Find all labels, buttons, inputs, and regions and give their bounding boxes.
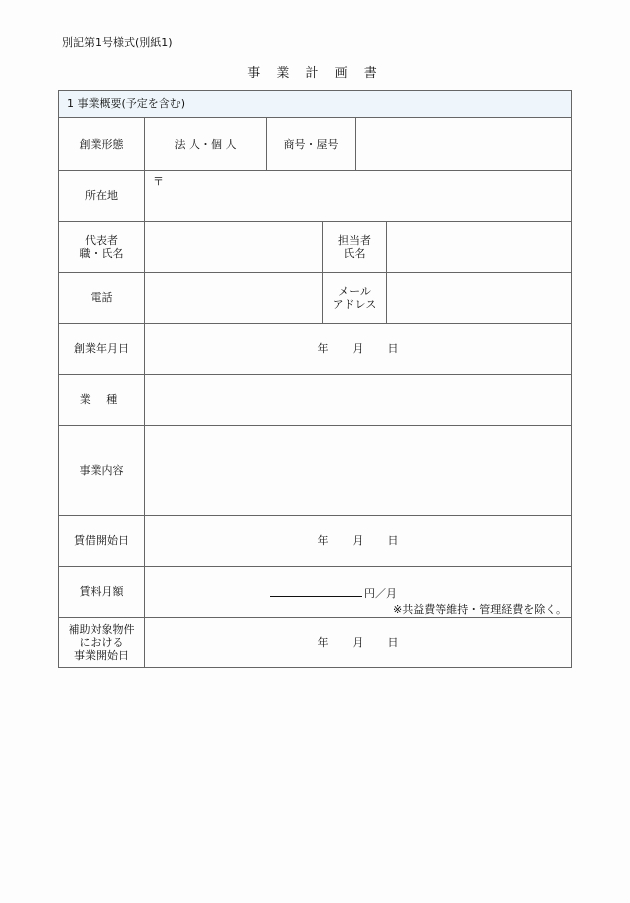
subsidy-month-unit: 月 [352, 636, 364, 649]
representative-label [59, 221, 144, 272]
phone-label: 電話 [90, 291, 113, 304]
representative-field[interactable] [145, 221, 322, 272]
contact-person-label-line1: 担当者 [338, 233, 371, 247]
subsidy-year-unit: 年 [317, 636, 329, 649]
business-content-label: 事業内容 [79, 463, 124, 477]
subsidy-start-field[interactable] [145, 617, 571, 668]
email-label-line1: メール [338, 284, 371, 298]
rent-amount-underline [270, 596, 362, 597]
subsidy-label-line3: 事業開始日 [74, 649, 129, 662]
industry-label: 業 種 [79, 393, 124, 406]
lease-year-unit: 年 [317, 534, 329, 547]
founding-day-unit: 日 [387, 342, 399, 355]
email-field[interactable] [387, 272, 571, 323]
contact-person-label-line2: 氏名 [343, 246, 366, 260]
subsidy-day-unit: 日 [387, 636, 399, 649]
business-form-options[interactable]: 法 人・個 人 [174, 137, 237, 151]
representative-label-line2: 職・氏名 [79, 246, 124, 260]
email-label-line2: アドレス [332, 297, 377, 311]
postal-mark: 〒 [153, 175, 164, 188]
lease-start-field[interactable] [145, 515, 571, 566]
rent-unit: 円／月 [364, 587, 397, 600]
phone-field[interactable] [145, 272, 322, 323]
business-form-label: 創業形態 [79, 137, 124, 151]
founding-month-unit: 月 [352, 342, 364, 355]
subsidy-label-line2: における [79, 636, 124, 649]
founding-year-unit: 年 [317, 342, 329, 355]
trade-name-label: 商号・屋号 [283, 137, 339, 151]
lease-day-unit: 日 [387, 534, 399, 547]
founding-date-label: 創業年月日 [74, 342, 129, 355]
document-title: 事 業 計 画 書 [247, 66, 383, 81]
plan-form [58, 90, 572, 668]
form-code: 別記第1号様式(別紙1) [62, 36, 173, 49]
location-field[interactable] [145, 170, 571, 221]
industry-field[interactable] [145, 374, 571, 425]
founding-date-field[interactable] [145, 323, 571, 374]
subsidy-start-label [59, 617, 144, 668]
contact-person-field[interactable] [387, 221, 571, 272]
location-label: 所在地 [85, 189, 118, 202]
subsidy-label-line1: 補助対象物件 [68, 623, 135, 636]
section-heading: 1 事業概要(予定を含む) [59, 91, 571, 118]
rent-note: ※共益費等維持・管理経費を除く。 [393, 603, 567, 616]
monthly-rent-label: 賃料月額 [79, 585, 124, 598]
business-content-field[interactable] [145, 425, 571, 515]
representative-label-line1: 代表者 [85, 233, 118, 247]
lease-month-unit: 月 [352, 534, 364, 547]
lease-start-label: 賃借開始日 [74, 534, 129, 547]
email-label [323, 272, 386, 323]
trade-name-field[interactable] [356, 118, 571, 170]
contact-person-label [323, 221, 386, 272]
